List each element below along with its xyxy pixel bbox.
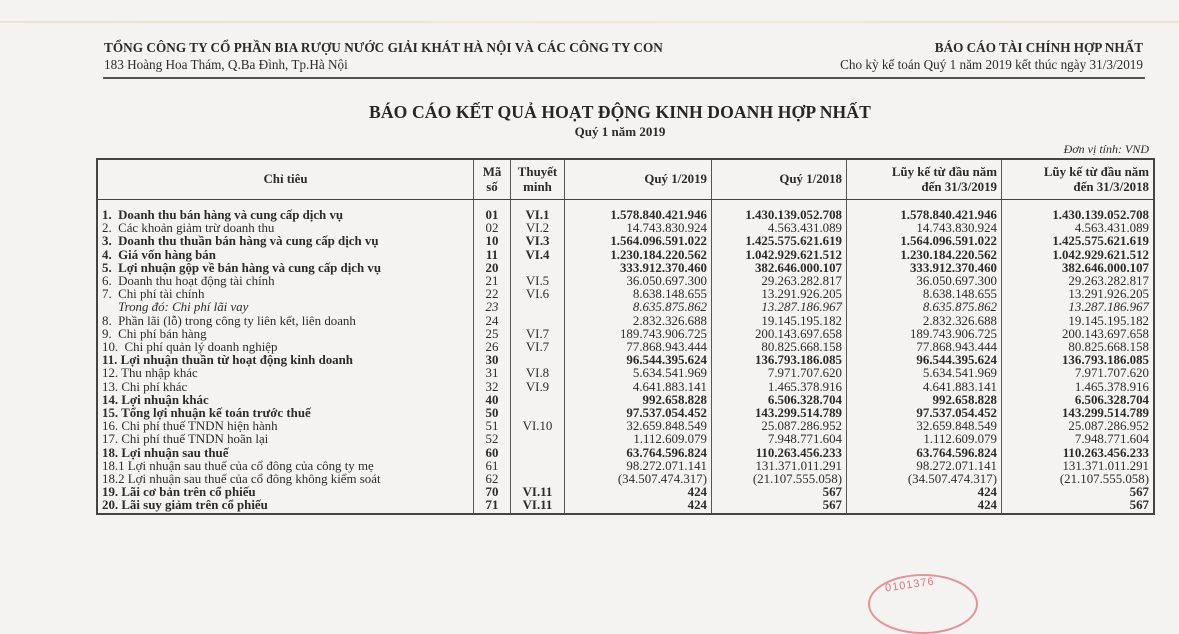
col-header-code-l2: số — [486, 179, 498, 194]
cell-q2019: 97.537.054.452 — [565, 407, 712, 420]
cell-ytd2019: 189.743.906.725 — [847, 328, 1002, 341]
cell-code: 70 — [474, 486, 511, 499]
col-header-note-l2: minh — [523, 179, 552, 194]
col-header-ytd2018 — [1002, 159, 1155, 200]
cell-item: 18.2 Lợi nhuận sau thuế của cổ đông không kiểm soát — [97, 473, 474, 486]
cell-q2019: 1.112.609.079 — [565, 433, 712, 446]
cell-code: 62 — [474, 473, 511, 486]
cell-q2019: 36.050.697.300 — [565, 275, 712, 288]
cell-item: 2. Các khoản giảm trừ doanh thu — [97, 222, 474, 235]
cell-q2019: 2.832.326.688 — [565, 315, 712, 328]
cell-q2019: 333.912.370.460 — [565, 262, 712, 275]
cell-ytd2019: 77.868.943.444 — [847, 341, 1002, 354]
cell-ytd2019: 1.230.184.220.562 — [847, 249, 1002, 262]
cell-item: 15. Tổng lợi nhuận kế toán trước thuế — [97, 407, 474, 420]
cell-q2018: 110.263.456.233 — [712, 447, 847, 460]
cell-q2018: 1.465.378.916 — [712, 381, 847, 394]
col-header-ytd2019 — [847, 159, 1002, 200]
cell-code: 60 — [474, 447, 511, 460]
col-header-ytd2019-l1: Lũy kế từ đầu năm — [891, 164, 997, 179]
col-header-q2018: Quý 1/2018 — [712, 159, 847, 200]
cell-ytd2018: 1.425.575.621.619 — [1002, 235, 1155, 248]
cell-note: VI.3 — [511, 235, 565, 248]
cell-ytd2019: 333.912.370.460 — [847, 262, 1002, 275]
cell-q2018: 136.793.186.085 — [712, 354, 847, 367]
cell-item: 18. Lợi nhuận sau thuế — [97, 447, 474, 460]
cell-q2019: 189.743.906.725 — [565, 328, 712, 341]
cell-item: 10. Chi phí quản lý doanh nghiệp — [97, 341, 474, 354]
col-header-item: Chỉ tiêu — [97, 159, 474, 200]
cell-item: 18.1 Lợi nhuận sau thuế của cổ đông của công ty mẹ — [97, 460, 474, 473]
cell-ytd2019: (34.507.474.317) — [847, 473, 1002, 486]
cell-note: VI.1 — [511, 209, 565, 222]
cell-ytd2018: 131.371.011.291 — [1002, 460, 1155, 473]
cell-ytd2018: 567 — [1002, 486, 1155, 499]
cell-ytd2019: 97.537.054.452 — [847, 407, 1002, 420]
cell-note: VI.7 — [511, 341, 565, 354]
cell-q2019: (34.507.474.317) — [565, 473, 712, 486]
cell-ytd2019: 96.544.395.624 — [847, 354, 1002, 367]
cell-ytd2019: 1.564.096.591.022 — [847, 235, 1002, 248]
cell-ytd2019: 32.659.848.549 — [847, 420, 1002, 433]
cell-ytd2018: 29.263.282.817 — [1002, 275, 1155, 288]
cell-item: 1. Doanh thu bán hàng và cung cấp dịch vụ — [97, 209, 474, 222]
cell-note: VI.5 — [511, 275, 565, 288]
report-period: Cho kỳ kế toán Quý 1 năm 2019 kết thúc ngày 31/3/2019 — [840, 57, 1143, 72]
cell-code: 01 — [474, 209, 511, 222]
cell-q2019: 98.272.071.141 — [565, 460, 712, 473]
cell-q2019: 63.764.596.824 — [565, 447, 712, 460]
report-kind: BÁO CÁO TÀI CHÍNH HỢP NHẤT — [934, 40, 1143, 55]
header-divider — [103, 77, 1145, 79]
cell-q2018: 1.425.575.621.619 — [712, 235, 847, 248]
cell-code: 22 — [474, 288, 511, 301]
cell-q2018: 567 — [712, 486, 847, 499]
cell-note: VI.2 — [511, 222, 565, 235]
cell-ytd2018: 13.291.926.205 — [1002, 288, 1155, 301]
cell-code: 21 — [474, 275, 511, 288]
cell-q2018: 29.263.282.817 — [712, 275, 847, 288]
table-row — [97, 249, 1154, 262]
cell-code: 30 — [474, 354, 511, 367]
cell-note: VI.7 — [511, 328, 565, 341]
col-header-ytd2018-l1: Lũy kế từ đầu năm — [1043, 164, 1149, 179]
currency-unit: Đơn vị tính: VND — [1063, 142, 1149, 156]
cell-q2018: 13.287.186.967 — [712, 301, 847, 314]
cell-ytd2018: 80.825.668.158 — [1002, 341, 1155, 354]
cell-ytd2018: 1.430.139.052.708 — [1002, 209, 1155, 222]
income-statement-table — [96, 158, 1155, 515]
col-header-code — [474, 159, 511, 200]
company-address: 183 Hoàng Hoa Thám, Q.Ba Đình, Tp.Hà Nội — [104, 57, 348, 72]
cell-q2019: 5.634.541.969 — [565, 367, 712, 380]
cell-ytd2019: 2.832.326.688 — [847, 315, 1002, 328]
cell-code: 32 — [474, 381, 511, 394]
col-header-note — [511, 159, 565, 200]
cell-q2018: (21.107.555.058) — [712, 473, 847, 486]
cell-note — [511, 301, 565, 314]
cell-code: 71 — [474, 499, 511, 513]
cell-q2018: 382.646.000.107 — [712, 262, 847, 275]
cell-ytd2018: 200.143.697.658 — [1002, 328, 1155, 341]
cell-ytd2019: 1.578.840.421.946 — [847, 209, 1002, 222]
table-row — [97, 367, 1154, 380]
company-name: TỔNG CÔNG TY CỔ PHẦN BIA RƯỢU NƯỚC GIẢI KHÁT HÀ NỘI VÀ CÁC CÔNG TY CON — [104, 40, 663, 55]
cell-q2019: 32.659.848.549 — [565, 420, 712, 433]
cell-ytd2018: 19.145.195.182 — [1002, 315, 1155, 328]
cell-code: 31 — [474, 367, 511, 380]
cell-ytd2018: (21.107.555.058) — [1002, 473, 1155, 486]
cell-ytd2018: 1.465.378.916 — [1002, 381, 1155, 394]
col-header-ytd2018-l2: đến 31/3/2018 — [1073, 179, 1149, 194]
cell-item: 16. Chi phí thuế TNDN hiện hành — [97, 420, 474, 433]
cell-code: 23 — [474, 301, 511, 314]
report-header — [840, 40, 1143, 73]
cell-q2018: 25.087.286.952 — [712, 420, 847, 433]
cell-code: 40 — [474, 394, 511, 407]
table-row — [97, 447, 1154, 460]
cell-item: 3. Doanh thu thuần bán hàng và cung cấp dịch vụ — [97, 235, 474, 248]
cell-ytd2019: 4.641.883.141 — [847, 381, 1002, 394]
cell-q2018: 80.825.668.158 — [712, 341, 847, 354]
cell-item: 6. Doanh thu hoạt động tài chính — [97, 275, 474, 288]
cell-ytd2019: 36.050.697.300 — [847, 275, 1002, 288]
cell-q2018: 7.971.707.620 — [712, 367, 847, 380]
cell-q2019: 8.635.875.862 — [565, 301, 712, 314]
cell-q2019: 77.868.943.444 — [565, 341, 712, 354]
cell-ytd2018: 567 — [1002, 499, 1155, 513]
cell-item: 9. Chi phí bán hàng — [97, 328, 474, 341]
cell-ytd2019: 8.635.875.862 — [847, 301, 1002, 314]
cell-code: 20 — [474, 262, 511, 275]
cell-item: 20. Lãi suy giảm trên cổ phiếu — [97, 499, 474, 513]
cell-q2018: 4.563.431.089 — [712, 222, 847, 235]
cell-item: Trong đó: Chi phí lãi vay — [97, 301, 474, 314]
cell-item: 8. Phần lãi (lỗ) trong công ty liên kết, liên doanh — [97, 315, 474, 328]
cell-q2019: 1.230.184.220.562 — [565, 249, 712, 262]
table-header-row — [97, 159, 1154, 200]
page-edge-line — [0, 21, 1179, 23]
cell-item: 13. Chi phí khác — [97, 381, 474, 394]
cell-note: VI.11 — [511, 499, 565, 513]
cell-q2018: 7.948.771.604 — [712, 433, 847, 446]
cell-item: 4. Giá vốn hàng bán — [97, 249, 474, 262]
cell-ytd2019: 992.658.828 — [847, 394, 1002, 407]
cell-ytd2018: 382.646.000.107 — [1002, 262, 1155, 275]
cell-item: 11. Lợi nhuận thuần từ hoạt động kinh doanh — [97, 354, 474, 367]
cell-ytd2019: 8.638.148.655 — [847, 288, 1002, 301]
company-header — [104, 40, 663, 73]
cell-q2018: 19.145.195.182 — [712, 315, 847, 328]
report-title: BÁO CÁO KẾT QUẢ HOẠT ĐỘNG KINH DOANH HỢP NHẤT — [369, 102, 871, 122]
table-row — [97, 301, 1154, 314]
cell-ytd2018: 7.971.707.620 — [1002, 367, 1155, 380]
cell-q2019: 14.743.830.924 — [565, 222, 712, 235]
cell-note — [511, 460, 565, 473]
col-header-code-l1: Mã — [482, 164, 502, 179]
cell-note: VI.4 — [511, 249, 565, 262]
cell-q2019: 8.638.148.655 — [565, 288, 712, 301]
cell-ytd2019: 1.112.609.079 — [847, 433, 1002, 446]
cell-note — [511, 394, 565, 407]
cell-code: 24 — [474, 315, 511, 328]
cell-ytd2018: 25.087.286.952 — [1002, 420, 1155, 433]
cell-q2019: 96.544.395.624 — [565, 354, 712, 367]
cell-q2018: 143.299.514.789 — [712, 407, 847, 420]
cell-code: 52 — [474, 433, 511, 446]
col-header-q2019: Quý 1/2019 — [565, 159, 712, 200]
cell-code: 50 — [474, 407, 511, 420]
cell-note: VI.11 — [511, 486, 565, 499]
table-row — [97, 235, 1154, 248]
cell-note: VI.6 — [511, 288, 565, 301]
cell-note — [511, 315, 565, 328]
cell-ytd2018: 1.042.929.621.512 — [1002, 249, 1155, 262]
cell-code: 02 — [474, 222, 511, 235]
report-subtitle: Quý 1 năm 2019 — [574, 124, 666, 139]
cell-q2019: 1.578.840.421.946 — [565, 209, 712, 222]
cell-ytd2019: 98.272.071.141 — [847, 460, 1002, 473]
cell-q2018: 6.506.328.704 — [712, 394, 847, 407]
cell-ytd2018: 110.263.456.233 — [1002, 447, 1155, 460]
cell-q2019: 4.641.883.141 — [565, 381, 712, 394]
cell-item: 7. Chi phí tài chính — [97, 288, 474, 301]
cell-q2018: 1.430.139.052.708 — [712, 209, 847, 222]
cell-ytd2019: 424 — [847, 486, 1002, 499]
table-row — [97, 499, 1154, 513]
cell-ytd2019: 5.634.541.969 — [847, 367, 1002, 380]
cell-code: 26 — [474, 341, 511, 354]
cell-q2019: 992.658.828 — [565, 394, 712, 407]
cell-q2019: 424 — [565, 486, 712, 499]
col-header-note-l1: Thuyết — [517, 164, 558, 179]
cell-note: VI.10 — [511, 420, 565, 433]
cell-item: 19. Lãi cơ bản trên cổ phiếu — [97, 486, 474, 499]
cell-ytd2018: 7.948.771.604 — [1002, 433, 1155, 446]
table-row — [97, 381, 1154, 394]
cell-note: VI.9 — [511, 381, 565, 394]
cell-code: 61 — [474, 460, 511, 473]
cell-code: 51 — [474, 420, 511, 433]
cell-q2018: 1.042.929.621.512 — [712, 249, 847, 262]
cell-ytd2018: 136.793.186.085 — [1002, 354, 1155, 367]
col-header-ytd2019-l2: đến 31/3/2019 — [921, 179, 997, 194]
cell-note — [511, 447, 565, 460]
cell-code: 11 — [474, 249, 511, 262]
cell-code: 25 — [474, 328, 511, 341]
cell-ytd2018: 4.563.431.089 — [1002, 222, 1155, 235]
table-row — [97, 315, 1154, 328]
cell-q2019: 424 — [565, 499, 712, 513]
cell-item: 12. Thu nhập khác — [97, 367, 474, 380]
cell-ytd2018: 13.287.186.967 — [1002, 301, 1155, 314]
cell-note — [511, 433, 565, 446]
seal-text: 0101376 — [884, 575, 936, 595]
cell-note: VI.8 — [511, 367, 565, 380]
cell-code: 10 — [474, 235, 511, 248]
cell-ytd2019: 63.764.596.824 — [847, 447, 1002, 460]
cell-item: 14. Lợi nhuận khác — [97, 394, 474, 407]
cell-q2018: 13.291.926.205 — [712, 288, 847, 301]
cell-ytd2018: 6.506.328.704 — [1002, 394, 1155, 407]
cell-q2018: 200.143.697.658 — [712, 328, 847, 341]
cell-q2019: 1.564.096.591.022 — [565, 235, 712, 248]
table-row — [97, 433, 1154, 446]
cell-ytd2019: 14.743.830.924 — [847, 222, 1002, 235]
cell-q2018: 131.371.011.291 — [712, 460, 847, 473]
cell-item: 5. Lợi nhuận gộp về bán hàng và cung cấp dịch vụ — [97, 262, 474, 275]
cell-q2018: 567 — [712, 499, 847, 513]
cell-item: 17. Chi phí thuế TNDN hoãn lại — [97, 433, 474, 446]
cell-ytd2019: 424 — [847, 499, 1002, 513]
cell-ytd2018: 143.299.514.789 — [1002, 407, 1155, 420]
